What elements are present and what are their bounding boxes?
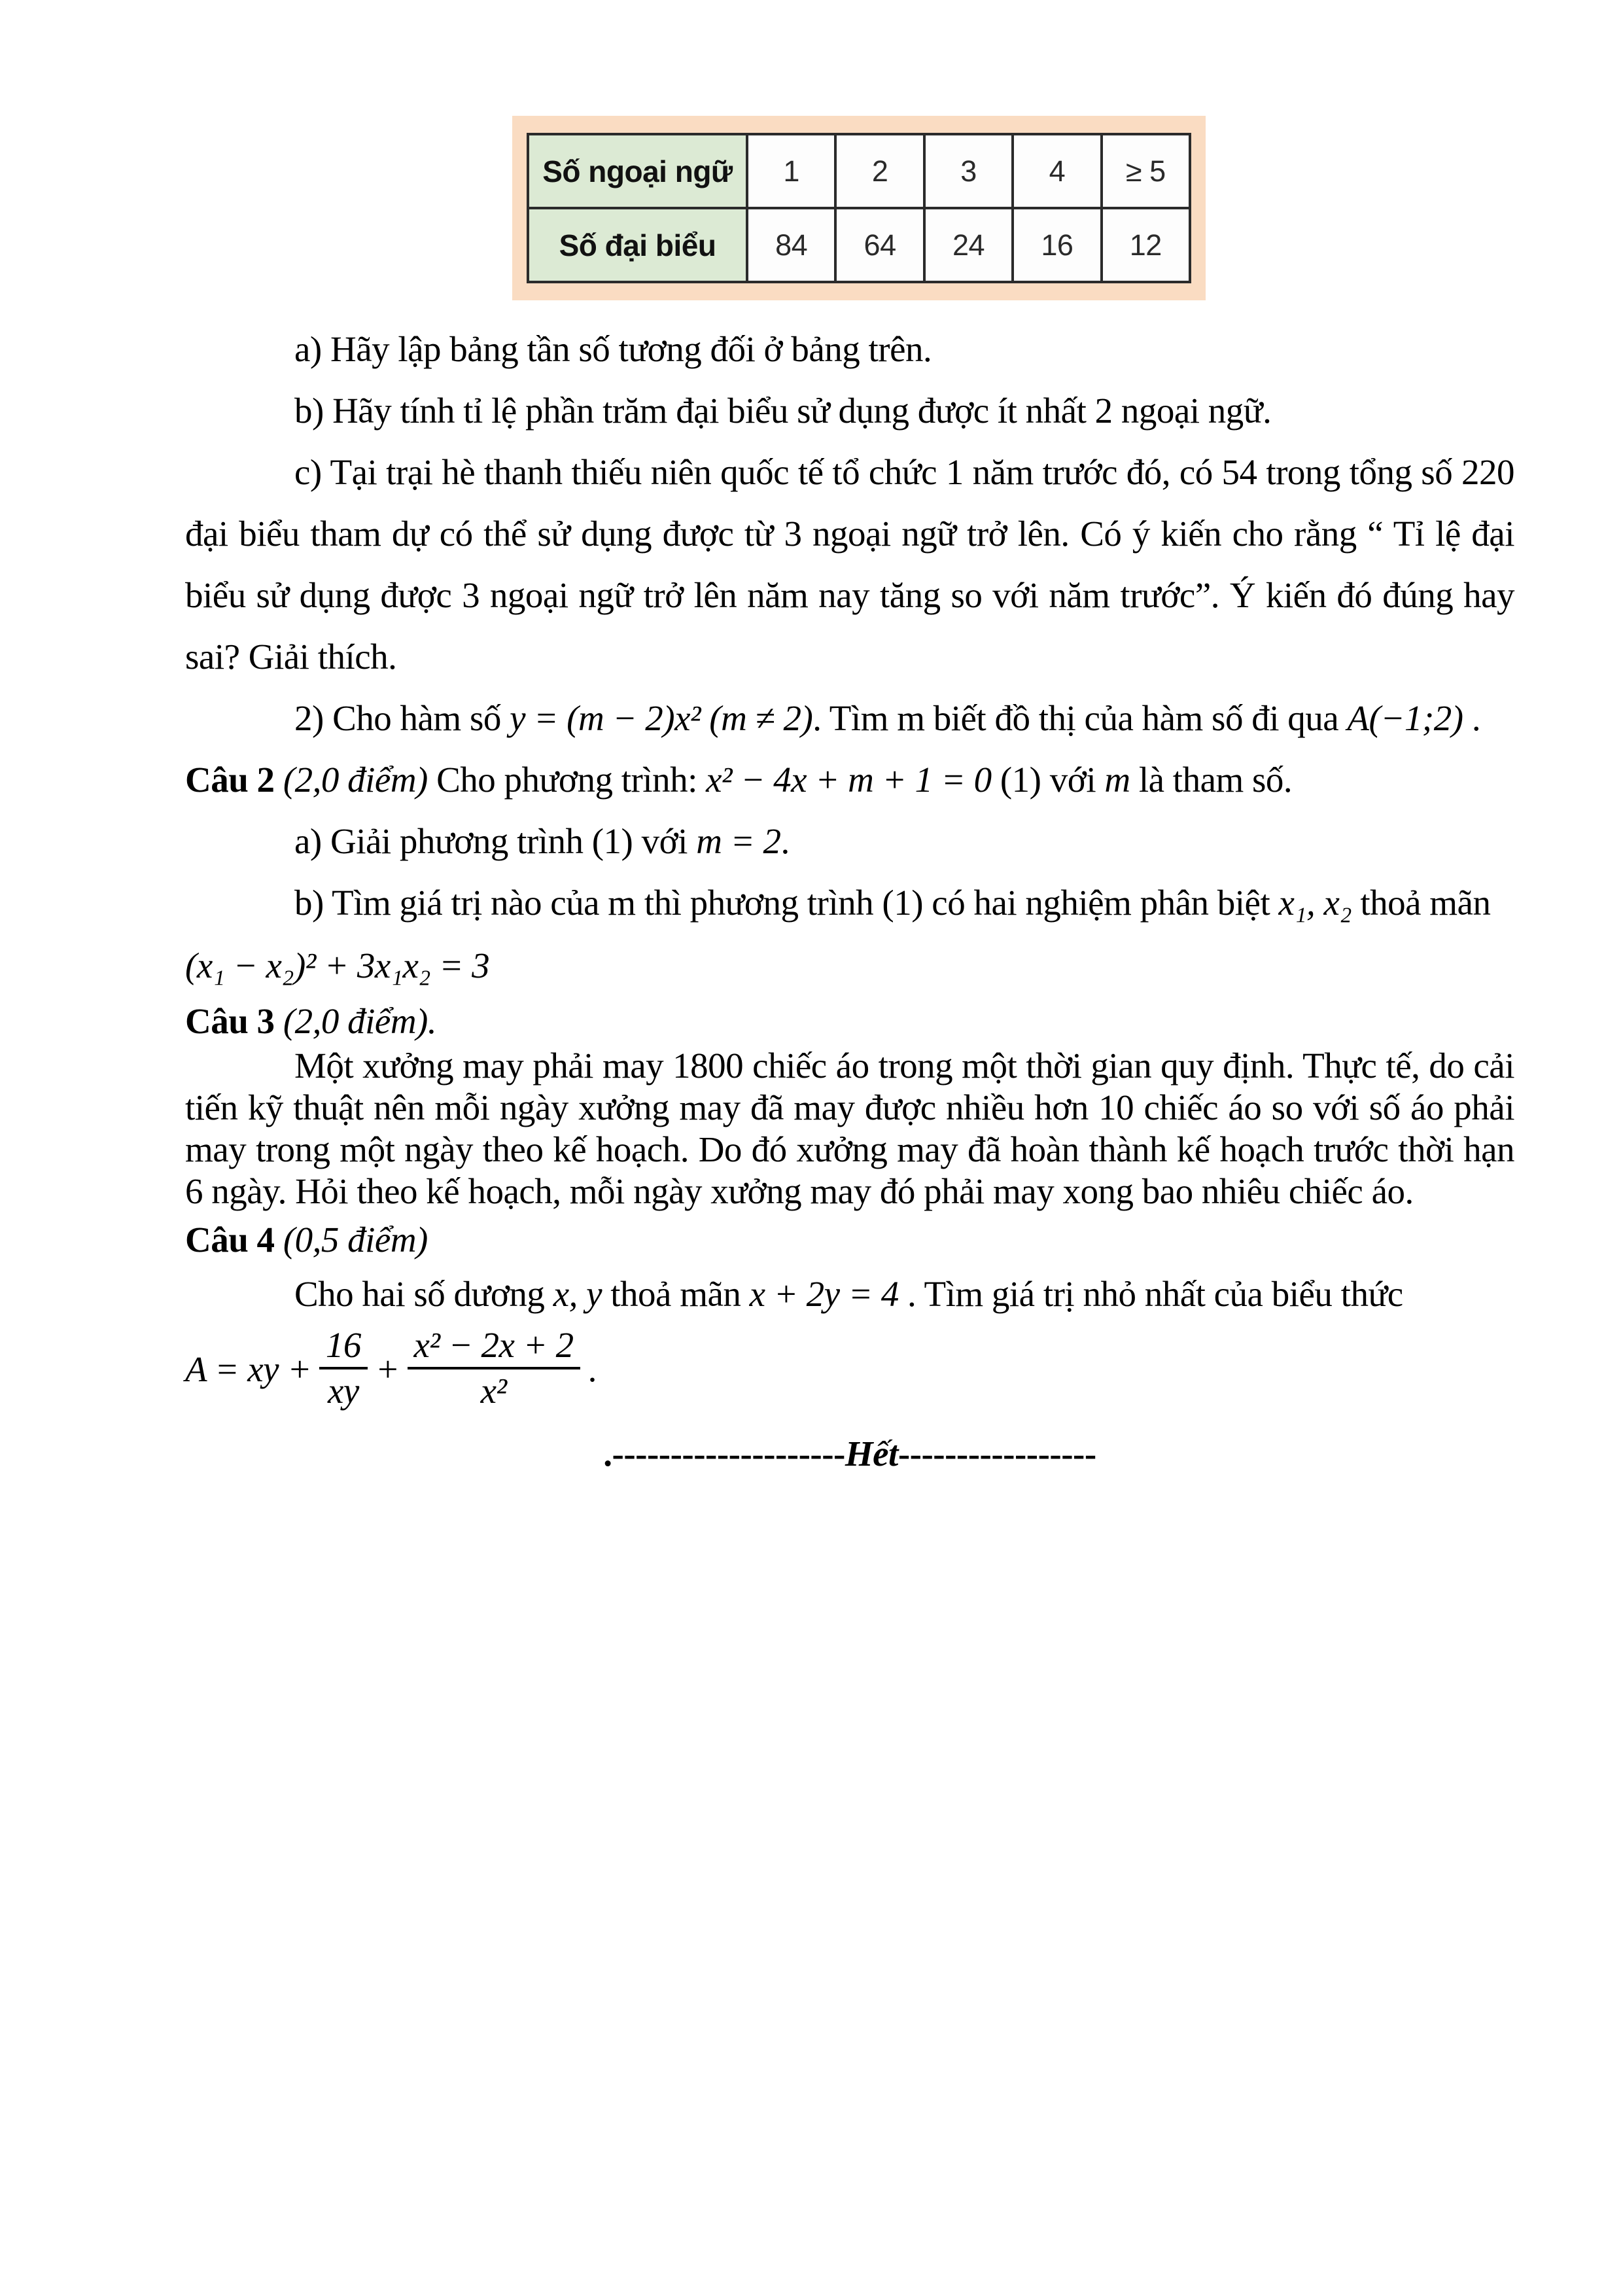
fraction2-denominator: x²: [408, 1367, 580, 1413]
q1-item-2: [185, 688, 1514, 749]
end-dashes-left: .--------------------: [603, 1434, 845, 1474]
condition-formula-text: (x₁ − x₂)² + 3x₁x₂ = 3: [185, 945, 490, 985]
cau2-item-b-end: thoả mãn: [1352, 883, 1491, 923]
cau3-points: (2,0 điểm).: [274, 1001, 437, 1041]
cau2-equation: x² − 4x + m + 1 = 0: [706, 760, 992, 800]
end-of-exam-line: [185, 1433, 1514, 1475]
cau2-item-b-pre: b) Tìm giá trị nào của m thì phương trình (1) có hai nghiệm phân biệt: [294, 883, 1279, 923]
cau2-item-a-formula: m = 2: [696, 821, 781, 861]
cau2-intro-end: là tham số.: [1130, 760, 1293, 800]
cau4-expression-lead: A = xy +: [185, 1349, 311, 1390]
cau2-condition-formula: [185, 934, 1514, 998]
cau4-expression-plus: +: [375, 1349, 400, 1390]
cau4-intro-vars: x, y: [553, 1274, 602, 1314]
fraction1-denominator: xy: [319, 1367, 368, 1413]
table-cell-lang-5plus: ≥ 5: [1102, 134, 1190, 208]
end-label: Hết: [845, 1434, 898, 1474]
table-cell-lang-4: 4: [1013, 134, 1101, 208]
cau4-points: (0,5 điểm): [274, 1220, 428, 1260]
cau2-intro-text: Cho phương trình:: [436, 760, 707, 800]
table-cell-del-24: 24: [924, 208, 1013, 282]
cau2-item-b: [185, 872, 1514, 934]
frequency-table: [527, 133, 1191, 283]
cau2-item-b-vars: x₁, x₂: [1278, 883, 1352, 923]
fraction2-numerator: x² − 2x + 2: [413, 1325, 574, 1365]
cau2-item-a: [185, 811, 1514, 872]
cau3-body: Một xưởng may phải may 1800 chiếc áo trong một thời gian quy định. Thực tế, do cải tiến kỹ thuật nên mỗi ngày xưởng may đã may được nhiều hơn 10 chiếc áo so với số áo phải may trong một ngày theo kế hoạch. Do đó xưởng may đã hoàn thành kế hoạch trước thời hạn 6 ngày. Hỏi theo kế hoạch, mỗi ngày xưởng may đó phải may xong bao nhiêu chiếc áo.: [185, 1046, 1514, 1211]
frequency-table-frame: [512, 116, 1206, 300]
fraction-16-over-xy: [319, 1324, 368, 1412]
cau3-label: Câu 3: [185, 1001, 275, 1041]
cau2-heading: [185, 749, 1514, 811]
cau2-intro-mid: (1) với: [991, 760, 1105, 800]
cau4-intro-pre: Cho hai số dương: [294, 1274, 553, 1314]
q1-item-c: c) Tại trại hè thanh thiếu niên quốc tế tổ chức 1 năm trước đó, có 54 trong tổng số 220 đại biểu tham dự có thể sử dụng được từ 3 ngoại ngữ trở lên. Có ý kiến cho rằng “ Tỉ lệ đại biểu sử dụng được 3 ngoại ngữ trở lên năm nay tăng so với năm trước”. Ý kiến đó đúng hay sai? Giải thích.: [185, 452, 1514, 677]
q1-item-a: a) Hãy lập bảng tần số tương đối ở bảng trên.: [294, 329, 932, 369]
q1-item2-mid: . Tìm m biết đồ thị của hàm số đi qua: [812, 698, 1348, 738]
cau4-intro-mid: thoả mãn: [602, 1274, 750, 1314]
table-cell-lang-2: 2: [835, 134, 924, 208]
q1-item2-pre: 2) Cho hàm số: [294, 698, 510, 738]
cau2-label: Câu 2: [185, 760, 275, 800]
table-cell-del-16: 16: [1013, 208, 1101, 282]
table-cell-del-84: 84: [747, 208, 835, 282]
end-dashes-right: -----------------: [898, 1434, 1096, 1474]
q1-item-b: b) Hãy tính tỉ lệ phần trăm đại biểu sử dụng được ít nhất 2 ngoại ngữ.: [294, 391, 1272, 431]
q1-item2-formula: y = (m − 2)x² (m ≠ 2): [510, 698, 813, 738]
cau3-heading: [185, 998, 1514, 1045]
q1-item2-point: A(−1;2): [1347, 698, 1463, 738]
table-cell-lang-1: 1: [747, 134, 835, 208]
table-row-languages: [528, 134, 1190, 208]
fraction-quadratic-over-x2: [408, 1324, 580, 1412]
table-cell-del-64: 64: [835, 208, 924, 282]
table-row-delegates: [528, 208, 1190, 282]
cau4-intro-formula: x + 2y = 4: [749, 1274, 899, 1314]
cau4-expression: [185, 1325, 1514, 1417]
cau4-intro: [185, 1265, 1514, 1324]
cau2-param-m: m: [1104, 760, 1130, 800]
cau4-label: Câu 4: [185, 1220, 275, 1260]
table-cell-lang-3: 3: [924, 134, 1013, 208]
q1-item2-end: .: [1463, 698, 1481, 738]
cau2-item-a-end: .: [780, 821, 790, 861]
table-cell-del-12: 12: [1102, 208, 1190, 282]
table-header-languages: Số ngoại ngữ: [528, 134, 747, 208]
fraction1-numerator: 16: [325, 1325, 361, 1365]
cau4-heading: [185, 1215, 1514, 1265]
cau2-item-a-pre: a) Giải phương trình (1) với: [294, 821, 697, 861]
exam-content: [185, 0, 1514, 1475]
cau2-points: (2,0 điểm): [274, 760, 437, 800]
cau4-intro-end: . Tìm giá trị nhỏ nhất của biểu thức: [898, 1274, 1403, 1314]
cau4-expression-end: .: [587, 1349, 597, 1390]
table-header-delegates: Số đại biểu: [528, 208, 747, 282]
